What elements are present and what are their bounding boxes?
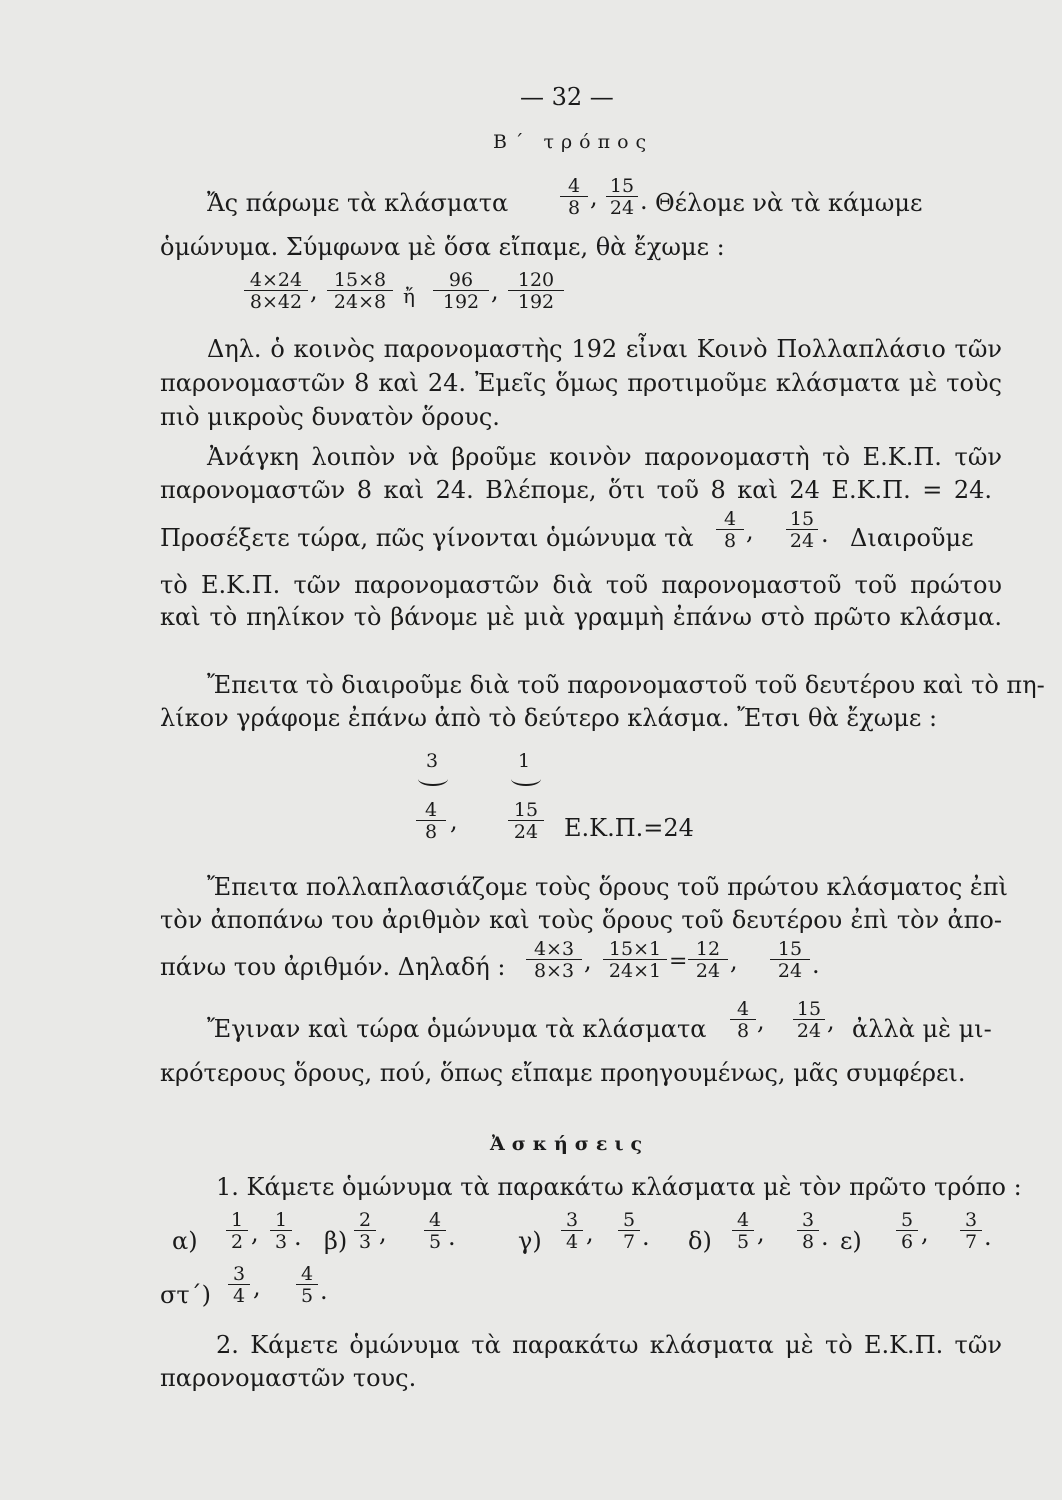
calc1-fraction-e [508,270,564,312]
para1-line-1: Δηλ. ὁ κοινὸς παρονομαστὴς 192 εἶναι Κοινὸ Πολλαπλάσιο τῶν [207,335,1002,363]
denominator: 24 [606,196,638,218]
fraction-4-8 [730,999,756,1041]
calc1-fraction-a [244,270,308,312]
fraction: $\frac{4}{5}$ [732,1210,754,1252]
denominator: 24 [786,529,818,551]
item-label-d: δ) [688,1227,712,1255]
fraction: $\frac{3}{4}$ [228,1264,250,1306]
denominator: 24 [793,1019,825,1041]
quotient-first: 3 [426,750,439,772]
intro-line-2: ὁμώνυμα. Σύμφωνα μὲ ὅσα εἴπαμε, θὰ ἔχωμε : [160,233,725,261]
section-heading: Β΄ τρόπος [493,131,654,153]
para4-line-1: Ἔπειτα πολλαπλασιάζομε τοὺς ὅρους τοῦ πρώτου κλάσματος ἐπὶ [207,873,1008,901]
exercise-2-line-2: παρονομαστῶν τους. [160,1364,417,1392]
intro-line-1a: Ἄς πάρωμε τὰ κλάσματα [207,189,509,217]
denominator: 192 [433,290,489,312]
fraction: $\frac{4}{5}$ [296,1264,318,1306]
calc2-fraction-a [526,939,582,981]
para2-line-4: τὸ Ε.Κ.Π. τῶν παρονομαστῶν διὰ τοῦ παρονομαστοῦ τοῦ πρώτου [160,571,1002,599]
denominator: 8 [716,529,744,551]
para2-line-3a: Προσέξετε τώρα, πῶς γίνονται ὁμώνυμα τὰ [160,524,694,552]
numerator: 15 [513,799,539,821]
numerator: 96 [448,269,474,291]
brace-first [418,772,448,786]
numerator: 4×24 [249,269,303,291]
equals-sign: = [669,949,688,974]
fraction-4-8 [716,509,744,551]
fraction: $\frac{3}{7}$ [960,1210,982,1252]
numerator: 4 [723,508,737,530]
para2-line-3b: Διαιροῦμε [850,524,974,552]
fraction: $\frac{4}{5}$ [424,1210,446,1252]
brace-second [511,772,541,786]
fraction-4-8 [560,176,588,218]
numerator: 15×1 [608,938,662,960]
denominator: 24×8 [327,290,393,312]
numerator: 15×8 [333,269,387,291]
item-label-a: α) [172,1227,198,1255]
numerator: 12 [695,938,721,960]
calc2-fraction-c [688,939,728,981]
fraction: $\frac{5}{6}$ [896,1210,918,1252]
fraction-15-24 [508,800,544,842]
numerator: 4 [567,175,581,197]
para5-line-1a: Ἔγιναν καὶ τώρα ὁμώνυμα τὰ κλάσματα [207,1015,707,1043]
item-label-b: β) [324,1227,348,1255]
fraction-15-24 [606,176,638,218]
para2-line-1: Ἀνάγκη λοιπὸν νὰ βροῦμε κοινὸν παρονομαστὴ τὸ Ε.Κ.Π. τῶν [207,443,1002,471]
fraction: $\frac{3}{4}$ [561,1210,583,1252]
denominator: 24 [770,959,810,981]
para3-line-1: Ἔπειτα τὸ διαιροῦμε διὰ τοῦ παρονομαστοῦ τοῦ δευτέρου καὶ τὸ πη- [207,671,1045,699]
para4-line-3: πάνω του ἀριθμόν. Δηλαδή : [160,953,506,981]
denominator: 8 [560,196,588,218]
para1-line-2: παρονομαστῶν 8 καὶ 24. Ἐμεῖς ὅμως προτιμοῦμε κλάσματα μὲ τοὺς [160,369,1002,397]
para5-line-2: κρότερους ὅρους, πού, ὅπως εἴπαμε προηγουμένως, μᾶς συμφέρει. [160,1059,966,1087]
denominator: 8×3 [526,959,582,981]
denominator: 192 [508,290,564,312]
exercise-2-line-1: 2. Κάμετε ὁμώνυμα τὰ παρακάτω κλάσματα μὲ τὸ Ε.Κ.Π. τῶν [216,1331,1002,1359]
para1-line-3: πιὸ μικροὺς δυνατὸν ὅρους. [160,403,500,431]
item-label-e: ε) [840,1227,862,1255]
numerator: 4 [736,998,750,1020]
para2-line-5: καὶ τὸ πηλίκον τὸ βάνομε μὲ μιὰ γραμμὴ ἐπάνω στὸ πρῶτο κλάσμα. [160,603,1002,631]
numerator: 15 [789,508,815,530]
numerator: 120 [517,269,555,291]
para2-line-2: παρονομαστῶν 8 καὶ 24. Βλέπομε, ὅτι τοῦ 8 καὶ 24 Ε.Κ.Π. = 24. [160,476,992,504]
numerator: 4×3 [533,938,575,960]
denominator: 8 [730,1019,756,1041]
item-label-st: στ΄) [160,1281,212,1309]
intro-line-1b: Θέλομε νὰ τὰ κάμωμε [655,189,923,217]
quotient-second: 1 [518,750,531,772]
para3-line-2: λίκον γράφομε ἐπάνω ἀπὸ τὸ δεύτερο κλάσμα. Ἔτσι θὰ ἔχωμε : [160,704,938,732]
fraction-4-8 [416,800,446,842]
numerator: 4 [424,799,438,821]
denominator: 24 [688,959,728,981]
item-label-c: γ) [518,1227,542,1255]
denominator: 8×42 [244,290,308,312]
calc1-fraction-b [327,270,393,312]
fraction: $\frac{3}{8}$ [797,1210,819,1252]
denominator: 8 [416,820,446,842]
calc2-fraction-b [603,939,667,981]
fraction-15-24 [793,999,825,1041]
denominator: 24 [508,820,544,842]
numerator: 15 [796,998,822,1020]
or-word: ἤ [403,284,415,308]
calc1-fraction-c [433,270,489,312]
para5-line-1b: ἀλλὰ μὲ μι- [852,1015,992,1043]
fraction: $\frac{2}{3}$ [354,1210,376,1252]
para4-line-2: τὸν ἀποπάνω του ἀριθμὸν καὶ τοὺς ὅρους τοῦ δευτέρου ἐπὶ τὸν ἀπο- [160,906,1002,934]
fraction: $\frac{1}{2}$ [226,1210,248,1252]
page-number: — 32 — [520,83,614,111]
numerator: 15 [609,175,635,197]
exercise-1-text: 1. Κάμετε ὁμώνυμα τὰ παρακάτω κλάσματα μὲ τὸν πρῶτο τρόπο : [216,1173,1022,1201]
fraction: $\frac{5}{7}$ [618,1210,640,1252]
calc2-fraction-e [770,939,810,981]
numerator: 15 [777,938,803,960]
exercises-heading: Ἀσκήσεις [490,1133,650,1155]
fraction-15-24 [786,509,818,551]
fraction: $\frac{1}{3}$ [270,1210,292,1252]
lcm-label: Ε.Κ.Π.=24 [564,814,694,842]
denominator: 24×1 [603,959,667,981]
